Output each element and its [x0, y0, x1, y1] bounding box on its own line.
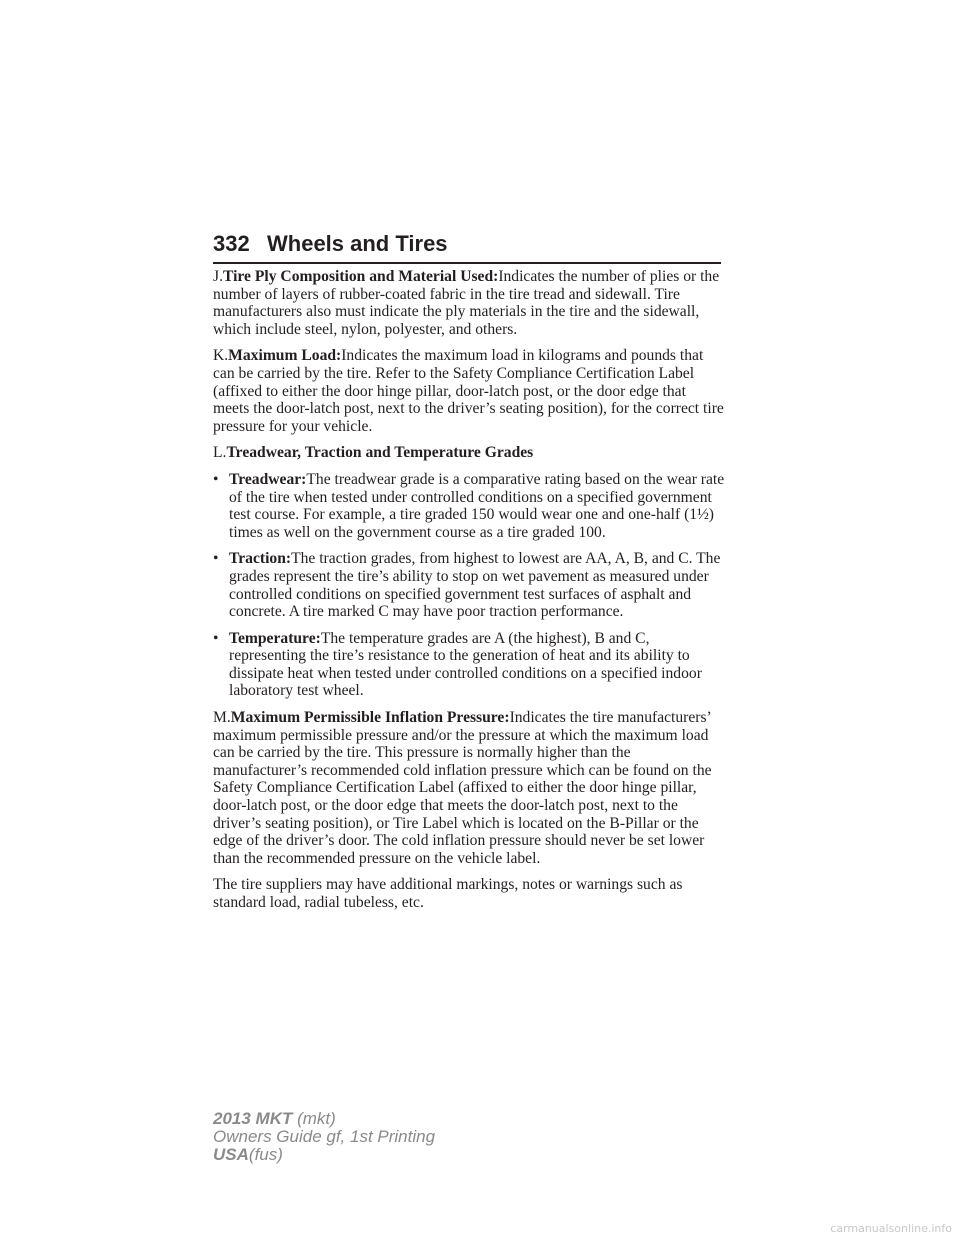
- page-number: 332: [213, 231, 250, 256]
- item-k-text: Indicates the maximum load in kilograms and pounds that can be carried by the tire. Refer to the Safety Compliance Certification Label (affixed to either the door hinge pillar, door-latch post, or the door edge that meets the door-latch post, next to the driver’s seating position), for the correct tire pressure for your vehicle.: [213, 347, 724, 435]
- item-j-letter: J.: [213, 268, 223, 285]
- item-m-letter: M.: [213, 709, 231, 727]
- bullet-icon: •: [213, 629, 219, 647]
- bullet-treadwear-text: The treadwear grade is a comparative rating based on the wear rate of the tire when tested under controlled conditions on a specified government test course. For example, a tire graded 150 would wear one and one-half (1½) times as well on the government course as a tire graded 100.: [229, 470, 725, 541]
- item-l: [213, 444, 725, 462]
- bullet-temperature-text: The temperature grades are A (the highest), B and C, representing the tire’s resistance to the generation of heat and its ability to dissipate heat when tested under controlled conditions on a specified indoor laboratory test wheel.: [229, 629, 702, 700]
- bullet-temperature-term: Temperature:: [229, 629, 321, 647]
- footer-model-code: (mkt): [297, 1109, 336, 1128]
- item-l-letter: L.: [213, 444, 227, 462]
- item-k-letter: K.: [213, 347, 229, 365]
- bullet-treadwear: [213, 471, 725, 541]
- item-l-term: Treadwear, Traction and Temperature Grades: [226, 444, 534, 462]
- footer-model-line: [213, 1110, 435, 1128]
- bullet-icon: •: [213, 550, 219, 568]
- item-j-text: Indicates the number of plies or the number of layers of rubber-coated fabric in the tire tread and sidewall. Tire manufacturers also must indicate the ply materials in the tire and the sidewall, which include steel, nylon, polyester, and others.: [213, 268, 720, 338]
- footer-guide-line: Owners Guide gf, 1st Printing: [213, 1127, 436, 1146]
- item-m-text: Indicates the tire manufacturers’ maximum permissible pressure and/or the pressure at which the maximum load can be carried by the tire. This pressure is normally higher than the manufacturer’s recommended cold inflation pressure which can be found on the Safety Compliance Certification Label (affixed to either the door hinge pillar, door-latch post, or the door edge that meets the door-latch post, next to the driver’s seating position), or Tire Label which is located on the B-Pillar or the edge of the driver’s door. The cold inflation pressure should never be set lower than the recommended pressure on the vehicle label.: [213, 709, 712, 867]
- item-m: [213, 709, 725, 867]
- print-footer: [213, 1110, 435, 1164]
- page-content: [213, 268, 725, 921]
- bullet-traction: [213, 550, 725, 620]
- section-title: Wheels and Tires: [267, 231, 448, 256]
- footer-market-line: [213, 1146, 435, 1164]
- footer-market: USA: [213, 1145, 249, 1164]
- page-header: [213, 228, 721, 264]
- footer-market-code: (fus): [248, 1145, 283, 1164]
- item-j-term: Tire Ply Composition and Material Used:: [222, 268, 499, 285]
- item-k-term: Maximum Load:: [228, 347, 342, 365]
- bullet-traction-term: Traction:: [229, 550, 292, 568]
- bullet-traction-text: The traction grades, from highest to lowest are AA, A, B, and C. The grades represent the tire’s ability to stop on wet pavement as measured under controlled conditions on specified government test surfaces of asphalt and concrete. A tire marked C may have poor traction performance.: [229, 550, 721, 621]
- bullet-temperature: [213, 630, 725, 700]
- bullet-icon: •: [213, 470, 219, 488]
- closing-paragraph: The tire suppliers may have additional markings, notes or warnings such as standard load, radial tubeless, etc.: [213, 876, 683, 911]
- item-j: [213, 268, 725, 338]
- footer-model: 2013 MKT: [213, 1109, 293, 1128]
- item-k: [213, 347, 725, 435]
- item-m-term: Maximum Permissible Inflation Pressure:: [230, 709, 510, 727]
- watermark-link[interactable]: carmanualsonline.info: [830, 1222, 952, 1235]
- bullet-treadwear-term: Treadwear:: [229, 470, 307, 488]
